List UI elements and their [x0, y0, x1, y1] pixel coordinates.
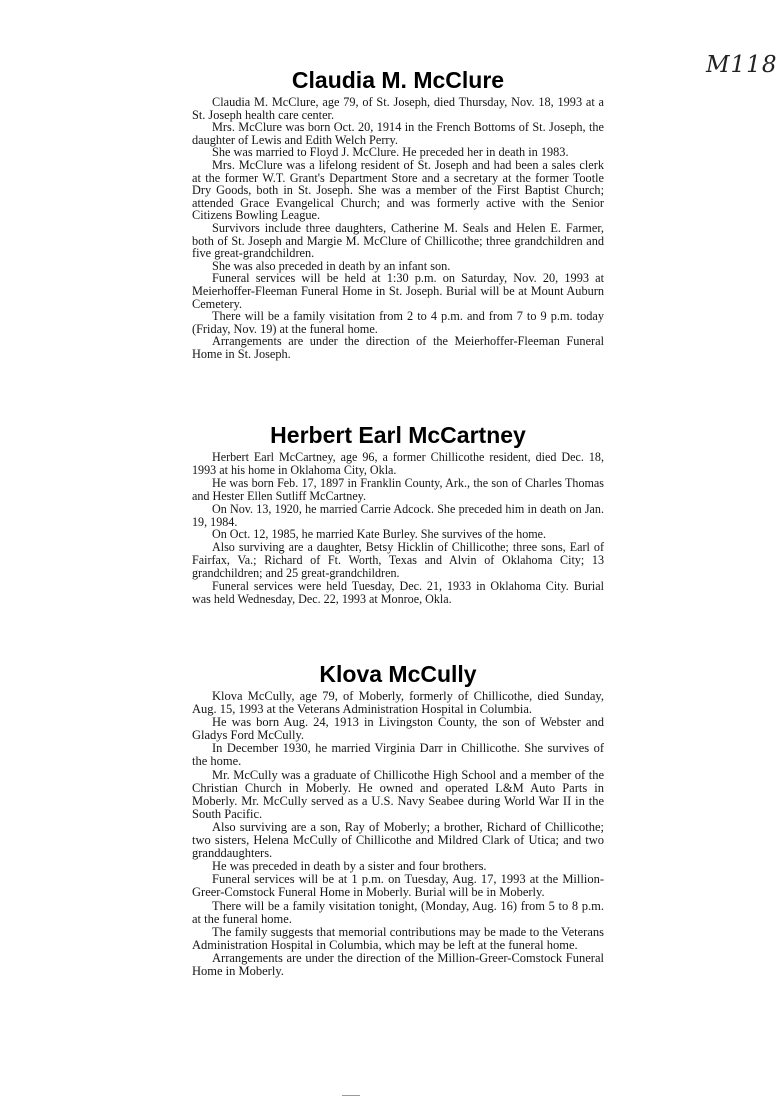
obituary-paragraph: There will be a family visitation tonight, (Monday, Aug. 16) from 5 to 8 p.m. at the funeral home. [192, 898, 604, 926]
handwritten-page-code: M118 [706, 52, 777, 78]
scan-mark [342, 1095, 360, 1096]
obituary-title: Claudia M. McClure [291, 67, 505, 93]
obituary-klova-mccully [192, 660, 604, 978]
obituary-paragraph: Also surviving are a son, Ray of Moberly; a brother, Richard of Chillicothe; two sisters, Helena McCully of Chillicothe and Mildred Clark of Utica; and two granddaughters. [192, 819, 604, 861]
obituary-title: Herbert Earl McCartney [270, 422, 526, 448]
obituary-paragraph: Arrangements are under the direction of the Meierhoffer-Fleeman Funeral Home in St. Joseph. [192, 334, 604, 361]
obituary-paragraph: The family suggests that memorial contributions may be made to the Veterans Administration Hospital in Columbia, which may be left at the funeral home. [192, 924, 604, 952]
obituary-title: Klova McCully [319, 661, 477, 687]
obituary-claudia-mcclure [192, 66, 604, 360]
obituary-paragraph: Arrangements are under the direction of the Million-Greer-Comstock Funeral Home in Moberly. [192, 950, 604, 978]
obituary-paragraph: Klova McCully, age 79, of Moberly, formerly of Chillicothe, died Sunday, Aug. 15, 1993 at the Veterans Administration Hospital in Columbia. [192, 689, 604, 717]
obituary-paragraph: Funeral services will be held at 1:30 p.m. on Saturday, Nov. 20, 1993 at Meierhoffer-Fleeman Funeral Home in St. Joseph. Burial will be at Mount Auburn Cemetery. [192, 271, 604, 311]
obituary-paragraph: Mrs. McClure was a lifelong resident of St. Joseph and had been a sales clerk at the former W.T. Grant's Department Store and a secretary at the former Tootle Dry Goods, both in St. Joseph. She was a member of the First Baptist Church; attended Grace Evangelical Church; and was formerly active with the Senior Citizens Bowling League. [192, 157, 604, 223]
obituary-paragraph: In December 1930, he married Virginia Darr in Chillicothe. She survives of the home. [192, 741, 604, 769]
obituary-paragraph: He was born Aug. 24, 1913 in Livingston County, the son of Webster and Gladys Ford McCully. [192, 715, 604, 743]
obituary-paragraph: He was preceded in death by a sister and four brothers. [212, 859, 487, 874]
obituary-paragraph: Claudia M. McClure, age 79, of St. Joseph, died Thursday, Nov. 18, 1993 at a St. Joseph health care center. [192, 95, 604, 122]
obituary-paragraph: On Oct. 12, 1985, he married Kate Burley. She survives of the home. [212, 527, 547, 542]
obituary-paragraph: Funeral services will be at 1 p.m. on Tuesday, Aug. 17, 1993 at the Million-Greer-Comstock Funeral Home in Moberly. Burial will be in Moberly. [192, 872, 604, 900]
obituary-paragraph: Funeral services were held Tuesday, Dec. 21, 1933 in Oklahoma City. Burial was held Wednesday, Dec. 22, 1993 at Monroe, Okla. [192, 579, 604, 606]
obituary-paragraph: Survivors include three daughters, Catherine M. Seals and Helen E. Farmer, both of St. Joseph and Margie M. McClure of Chillicothe; three grandchildren and five great-grandchildren. [192, 220, 604, 261]
obituary-paragraph: She was married to Floyd J. McClure. He preceded her in death in 1983. [212, 145, 569, 160]
obituary-paragraph: On Nov. 13, 1920, he married Carrie Adcock. She preceded him in death on Jan. 19, 1984. [192, 501, 604, 529]
obituary-paragraph: There will be a family visitation from 2 to 4 p.m. and from 7 to 9 p.m. today (Friday, Nov. 19) at the funeral home. [192, 309, 604, 336]
obituary-body [192, 96, 604, 360]
obituary-paragraph: Mr. McCully was a graduate of Chillicothe High School and a member of the Christian Church in Moberly. He owned and operated L&M Auto Parts in Moberly. Mr. McCully served as a U.S. Navy Seabee during World War II in the South Pacific. [192, 767, 604, 821]
obituary-paragraph: He was born Feb. 17, 1897 in Franklin County, Ark., the son of Charles Thomas and Hester Ellen Sutliff McCartney. [192, 475, 604, 503]
obituary-paragraph: Mrs. McClure was born Oct. 20, 1914 in the French Bottoms of St. Joseph, the daughter of Lewis and Edith Welch Perry. [192, 120, 604, 147]
obituary-paragraph: Herbert Earl McCartney, age 96, a former Chillicothe resident, died Dec. 18, 1993 at his home in Oklahoma City, Okla. [192, 450, 604, 477]
obituary-paragraph: Also surviving are a daughter, Betsy Hicklin of Chillicothe; three sons, Earl of Fairfax, Va.; Richard of Ft. Worth, Texas and Alvin of Oklahoma City; 13 grandchildren; and 25 great-grandchildren. [192, 540, 604, 581]
obituary-body [192, 690, 604, 978]
obituary-herbert-mccartney [192, 421, 604, 606]
obituary-paragraph: She was also preceded in death by an infant son. [212, 258, 451, 273]
obituary-body [192, 451, 604, 606]
